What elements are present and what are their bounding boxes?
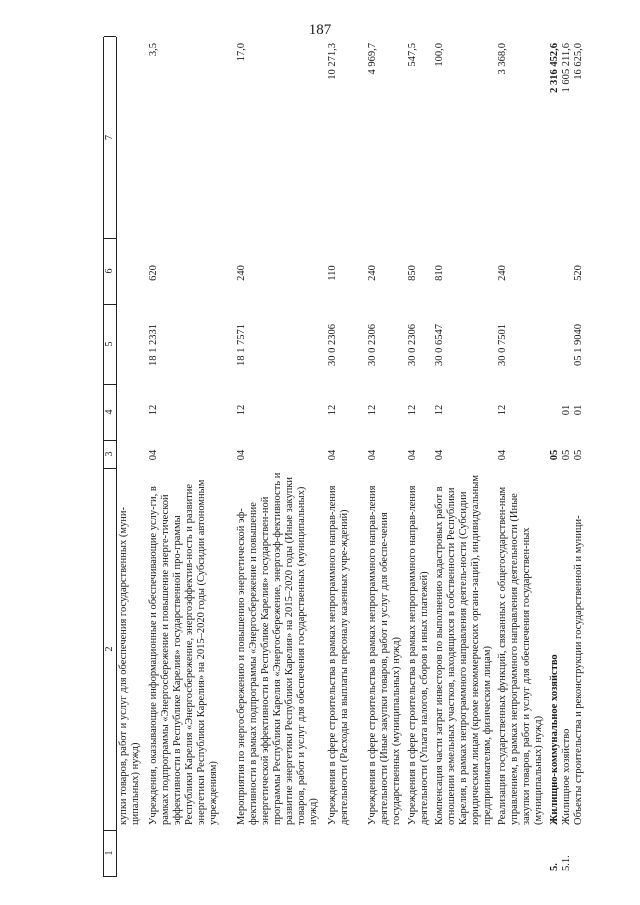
row-expense-type: 240 [236, 265, 247, 281]
row-expense-type: 520 [573, 265, 584, 281]
row-section: 05 [561, 449, 572, 461]
row-amount: 100,0 [434, 43, 445, 67]
row-expense-type: 620 [148, 265, 159, 281]
row-name: купки товаров, работ и услуг для обеспечения государственных (муни-ципальных) нужд) [118, 507, 141, 825]
row-name: Реализация государственных функций, связанных с общегосударствен-ным управлением, в рамках непрограммного направления деятельности (Иные закупки товаров, работ и услуг для обеспечения государствен-ных (муниципальных) нужд) [497, 486, 544, 825]
row-expense-type: 240 [497, 265, 508, 281]
row-section: 04 [497, 449, 508, 461]
header-col-6: 6 [104, 238, 116, 305]
row-section: 04 [407, 449, 418, 461]
row-amount: 10 271,3 [327, 43, 338, 80]
row-amount: 4 969,7 [367, 43, 378, 75]
header-col-5: 5 [104, 304, 116, 385]
subsection-amount: 1 605 211,6 [561, 43, 572, 93]
row-section: 05 [573, 449, 584, 461]
row-target-code: 05 1 9040 [573, 324, 584, 366]
row-subsection: 01 [573, 404, 584, 416]
row-target-code: 30 0 6547 [434, 324, 445, 366]
row-target-code: 30 0 2306 [367, 324, 378, 366]
row-subsection: 12 [434, 404, 445, 416]
row-name: Мероприятия по энергосбережению и повышению энергетической эф-фективности в рамках подпрограммы «Энергосбережение и повышение энергетической эффективности в Республике Карелия» государствен-ной программы Республики Карелия «Энергосбережение, энергоэф-фективность и развитие энергетики Республики Карелия» на 2015–2020 годы (Иные закупки товаров, работ и услуг для обеспечения государственных (муниципальных) нужд) [236, 472, 319, 825]
row-subsection: 01 [561, 404, 572, 416]
header-col-3: 3 [104, 440, 116, 469]
header-col-1: 1 [104, 830, 116, 877]
row-expense-type: 810 [434, 265, 445, 281]
row-expense-type: 850 [407, 265, 418, 281]
header-col-2: 2 [104, 468, 116, 831]
row-amount: 3,5 [148, 43, 159, 57]
page-number: 187 [308, 22, 332, 38]
row-section: 04 [327, 449, 338, 461]
row-subsection: 12 [327, 404, 338, 416]
section-name: Жилищно-коммунальное хозяйство [549, 654, 560, 825]
row-expense-type: 240 [367, 265, 378, 281]
section-amount: 2 316 452,6 [549, 43, 560, 93]
header-col-7: 7 [104, 36, 116, 239]
row-name: Учреждения в сфере строительства в рамках непрограммного направ-ления деятельности (Уплата налогов, сборов и иных платежей) [407, 485, 430, 825]
row-name: Учреждения в сфере строительства в рамках непрограммного направ-ления деятельности (Расходы на выплаты персоналу казенных учре-ждений) [327, 485, 350, 825]
subsection-number: 5.1. [561, 855, 572, 871]
table-header [103, 37, 117, 877]
row-subsection: 12 [497, 404, 508, 416]
row-name: Компенсация части затрат инвесторов по выполнению кадастровых работ в отношении земельных участков, находящихся в собственности Республики Карелия, в рамках непрограммного направления деятель-ности (Субсидии юридическим лицам (кроме некоммерческих органи-заций), индивидуальным предпринимателям, физическим лицам) [434, 474, 493, 825]
row-section: 04 [434, 449, 445, 461]
header-col-4: 4 [104, 384, 116, 441]
row-target-code: 18 1 2331 [148, 324, 159, 366]
row-subsection: 12 [148, 404, 159, 416]
row-amount: 3 368,0 [497, 43, 508, 75]
row-name: Объекты строительства и реконструкции государственной и муници- [573, 515, 584, 825]
row-section: 05 [549, 449, 560, 461]
row-subsection: 12 [407, 404, 418, 416]
row-subsection: 12 [236, 404, 247, 416]
row-section: 04 [367, 449, 378, 461]
row-expense-type: 110 [327, 265, 338, 281]
row-amount: 547,5 [407, 43, 418, 67]
subsection-name: Жилищное хозяйство [561, 728, 572, 825]
row-subsection: 12 [367, 404, 378, 416]
row-name: Учреждения, оказывающие информационные и обеспечивающие услу-ги, в рамках подпрограммы «Энергосбережение и повышение энерге-тической эффективности в Республике Карелия» государственной про-граммы Республики Карелия «Энергосбережение, энергоэффектив-ность и развитие энергетики Республики Карелия» на 2015–2020 годы (Субсидии автономным учреждениям) [148, 479, 219, 825]
budget-table [103, 37, 603, 877]
row-target-code: 30 0 7501 [497, 324, 508, 366]
row-amount: 17,0 [236, 43, 247, 62]
section-number: 5. [549, 863, 560, 871]
row-section: 04 [148, 449, 159, 461]
row-target-code: 18 1 7571 [236, 324, 247, 366]
row-section: 04 [236, 449, 247, 461]
row-amount: 16 625,0 [573, 43, 584, 80]
row-target-code: 30 0 2306 [407, 324, 418, 366]
row-name: Учреждения в сфере строительства в рамках непрограммного направ-ления деятельности (Иные закупки товаров, работ и услуг для обеспе-чения государственных (муниципальных) нужд) [367, 485, 402, 825]
row-target-code: 30 0 2306 [327, 324, 338, 366]
